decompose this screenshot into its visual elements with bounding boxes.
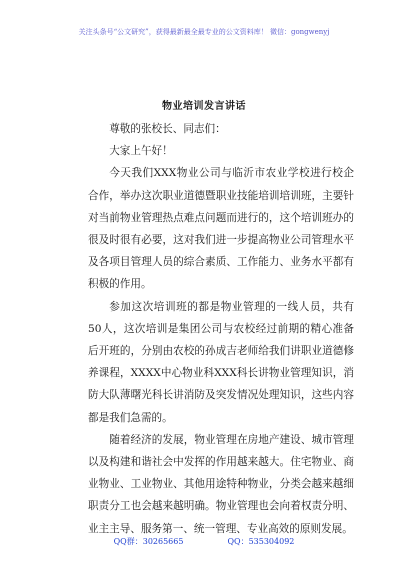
header-banner: 关注头条号“公文研究”，获得最新最全最专业的公文资料库！ 微信：gongwenyj [78,28,330,36]
body-paragraph-2: 参加这次培训班的都是物业管理的一线人员，共有50人，这次培训是集团公司与农校经过前期的精心准备后开班的，分别由农校的孙成吉老师给我们讲职业道德修养课程，XXXX中心物业科XXX科长讲物业管理知识，消防大队薄曙光科长讲消防及突发情况处理知识，这些内容都是我们急需的。 [88,300,354,424]
footer-qq: QQ：535304092 [227,537,295,546]
greeting: 大家上午好！ [109,145,173,158]
salutation: 尊敬的张校长、同志们： [109,123,226,135]
document-title: 物业培训发言讲话 [162,101,246,112]
body-paragraph-3: 随着经济的发展，物业管理在房地产建设、城市管理以及构建和谐社会中发挥的作用越来越大。住宅物业、商业物业、工业物业、其他用途特种物业，分类会越来越细职责分工也会越来越明确。物业管理也会向着权责分明、业主主导、服务第一、统一管理、专业高效的原则发展。 [88,433,354,535]
body-paragraph-1: 今天我们XXX物业公司与临沂市农业学校进行校企合作，举办这次职业道德暨职业技能培训培训班，主要针对当前物业管理热点难点问题而进行的，这个培训班办的很及时很有必要，这对我们进一步提高物业公司管理水平及各项目管理人员的综合素质、工作能力、业务水平都有积极的作用。 [88,167,354,291]
document-body [88,118,354,540]
footer-contact [0,536,408,547]
footer-qq-group: QQ群：30265665 [113,537,184,546]
